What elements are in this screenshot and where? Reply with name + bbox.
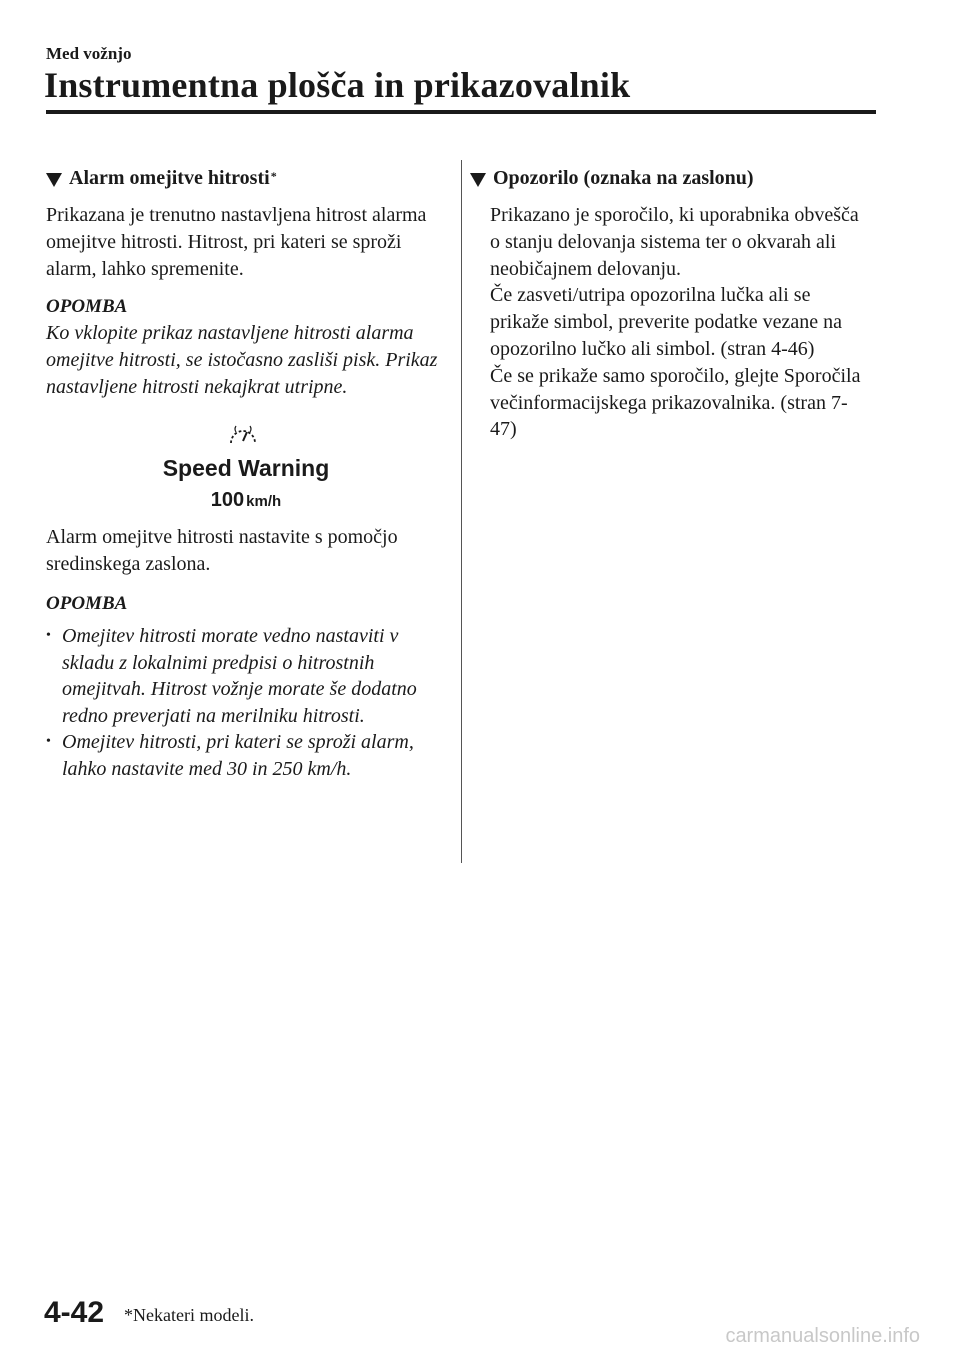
warning-indicator-heading [470,164,870,192]
speed-alarm-heading-text: Alarm omejitve hitrosti [69,167,270,189]
note-bullet-item: • Omejitev hitrosti morate vedno nastaviti v skladu z lokalnimi predpisi o hitrostnih omejitvah. Hitrost vožnje morate še dodatno redno preverjati na merilniku hitrosti. [46,623,446,729]
warning-body-paragraph: Prikazano je sporočilo, ki uporabnika obvešča o stanju delovanja sistema ter o okvarah ali neobičajnem delovanju. [490,204,859,280]
triangle-bullet-icon [46,173,62,187]
speed-alarm-intro: Prikazana je trenutno nastavljena hitrost alarma omejitve hitrosti. Hitrost, pri kateri se sproži alarm, lahko spremenite. [46,204,427,280]
page-title: Instrumentna plošča in prikazovalnik [44,65,631,105]
watermark: carmanualsonline.info [725,1325,920,1347]
speed-alarm-setting-text: Alarm omejitve hitrosti nastavite s pomočjo sredinskega zaslona. [46,525,398,575]
speed-unit: km/h [246,492,282,510]
column-divider [461,160,462,863]
speed-warning-gauge-icon [226,421,260,447]
speed-warning-label: Speed Warning [162,454,330,481]
note-label-2: OPOMBA [46,593,128,615]
speed-value: 100 [210,488,245,511]
section-label: Med vožnjo [46,44,132,63]
speed-value-row [46,489,446,512]
warning-body-paragraph: Če se prikaže samo sporočilo, glejte Sporočila večinformacijskega prikazovalnika. (stran 7-47) [490,364,861,441]
note-bullet-list [46,623,446,782]
speed-warning-display [46,421,446,521]
warning-body-paragraph: Če zasveti/utripa opozorilna lučka ali se prikaže simbol, preverite podatke vezane na opozorilno lučko ali simbol. (stran 4-46) [490,284,843,360]
note-bullet-item: • Omejitev hitrosti, pri kateri se sproži alarm, lahko nastavite med 30 in 250 km/h. [46,729,446,782]
note-label: OPOMBA [46,296,128,318]
warning-indicator-body [470,202,870,443]
optional-equipment-mark: * [270,169,277,183]
warning-indicator-heading-text: Opozorilo (oznaka na zaslonu) [493,167,754,189]
footnote: *Nekateri modeli. [124,1305,254,1325]
speed-alarm-heading [46,164,446,192]
left-column [46,164,446,782]
header-divider [46,110,876,114]
note-text: Ko vklopite prikaz nastavljene hitrosti alarma omejitve hitrosti, se istočasno zasliši pisk. Prikaz nastavljene hitrosti nekajkrat utripne. [46,322,438,398]
page-number: 4-42 [44,1296,105,1329]
right-column [470,164,870,443]
triangle-bullet-icon [470,173,486,187]
